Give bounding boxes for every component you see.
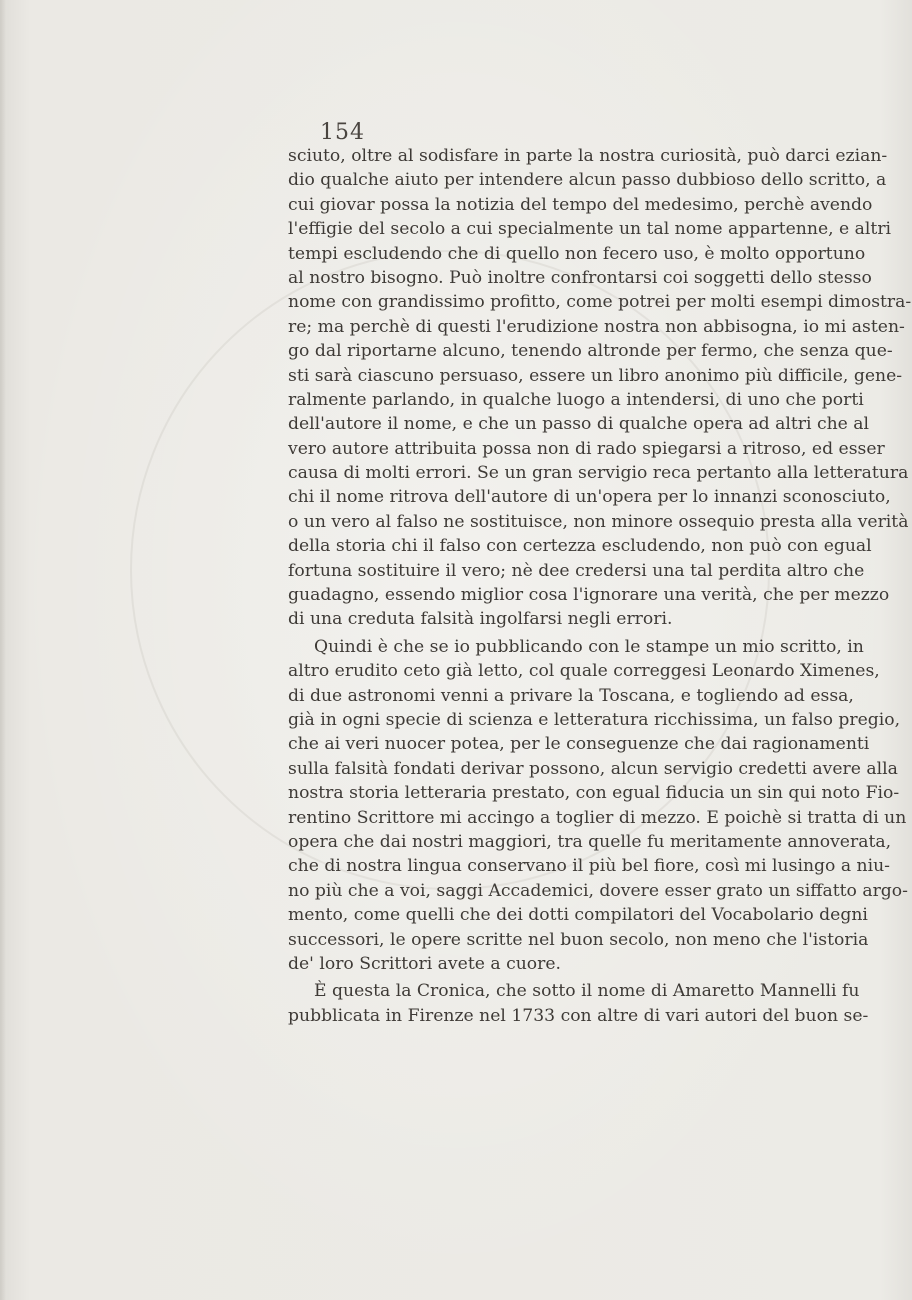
text-line: È questa la Cronica, che sotto il nome di Amaretto Mannelli fu — [314, 981, 860, 1002]
text-line: causa di molti errori. Se un gran servigio reca pertanto alla letteratura — [288, 463, 909, 484]
text-line: vero autore attribuita possa non di rado spiegarsi a ritroso, ed esser — [288, 438, 885, 459]
text-line: nostra storia letteraria prestato, con egual fiducia un sin qui noto Fio- — [288, 783, 900, 804]
text-line: nome con grandissimo profitto, come potrei per molti esempi dimostra- — [288, 292, 912, 313]
text-line: no più che a voi, saggi Accademici, dovere esser grato un siffatto argo- — [288, 880, 908, 901]
text-line: dio qualche aiuto per intendere alcun passo dubbioso dello scritto, a — [288, 170, 887, 191]
page-number: 154 — [320, 120, 365, 145]
text-line: l'effigie del secolo a cui specialmente un tal nome appartenne, e altri — [288, 219, 892, 240]
text-line: altro erudito ceto già letto, col quale correggesi Leonardo Ximenes, — [288, 661, 880, 682]
text-line: che di nostra lingua conservano il più bel fiore, così mi lusingo a niu- — [288, 856, 890, 877]
text-line: de' loro Scrittori avete a cuore. — [288, 953, 561, 974]
text-line: di due astronomi venni a privare la Toscana, e togliendo ad essa, — [288, 685, 854, 706]
text-line: sciuto, oltre al sodisfare in parte la nostra curiosità, può darci ezian- — [288, 146, 888, 166]
text-line: successori, le opere scritte nel buon secolo, non meno che l'istoria — [288, 929, 869, 950]
text-line: tempi escludendo che di quello non fecero uso, è molto opportuno — [288, 243, 866, 264]
text-line: mento, come quelli che dei dotti compilatori del Vocabolario degni — [288, 905, 868, 926]
text-line: chi il nome ritrova dell'autore di un'opera per lo innanzi sconosciuto, — [288, 487, 891, 508]
text-line: che ai veri nuocer potea, per le conseguenze che dai ragionamenti — [288, 734, 870, 755]
text-line: re; ma perchè di questi l'erudizione nostra non abbisogna, io mi asten- — [288, 316, 905, 337]
text-line: di una creduta falsità ingolfarsi negli errori. — [288, 609, 673, 630]
text-line: guadagno, essendo miglior cosa l'ignorare una verità, che per mezzo — [288, 585, 890, 606]
text-line: già in ogni specie di scienza e letteratura ricchissima, un falso pregio, — [288, 709, 901, 730]
text-line: sti sarà ciascuno persuaso, essere un libro anonimo più difficile, gene- — [288, 365, 903, 386]
text-line: pubblicata in Firenze nel 1733 con altre di vari autori del buon se- — [288, 1005, 869, 1026]
text-line: ralmente parlando, in qualche luogo a intendersi, di uno che porti — [288, 389, 864, 410]
text-line: cui giovar possa la notizia del tempo del medesimo, perchè avendo — [288, 194, 873, 215]
text-line: sulla falsità fondati derivar possono, alcun servigio credetti avere alla — [288, 758, 898, 779]
text-line: rentino Scrittore mi accingo a toglier di mezzo. E poichè si tratta di un — [288, 807, 907, 828]
text-line: al nostro bisogno. Può inoltre confrontarsi coi soggetti dello stesso — [288, 267, 872, 288]
text-line: go dal riportarne alcuno, tenendo altronde per fermo, che senza que- — [288, 341, 893, 362]
text-line: fortuna sostituire il vero; nè dee credersi una tal perdita altro che — [288, 560, 865, 581]
page-edge-shadow — [0, 0, 6, 1300]
body-text — [288, 144, 912, 1028]
text-line: Quindi è che se io pubblicando con le stampe un mio scritto, in — [314, 636, 864, 657]
text-line: opera che dai nostri maggiori, tra quelle fu meritamente annoverata, — [288, 831, 892, 852]
text-line: o un vero al falso ne sostituisce, non minore ossequio presta alla verità — [288, 511, 909, 532]
text-line: della storia chi il falso con certezza escludendo, non può con egual — [288, 536, 872, 557]
text-line: dell'autore il nome, e che un passo di qualche opera ad altri che al — [288, 414, 870, 435]
